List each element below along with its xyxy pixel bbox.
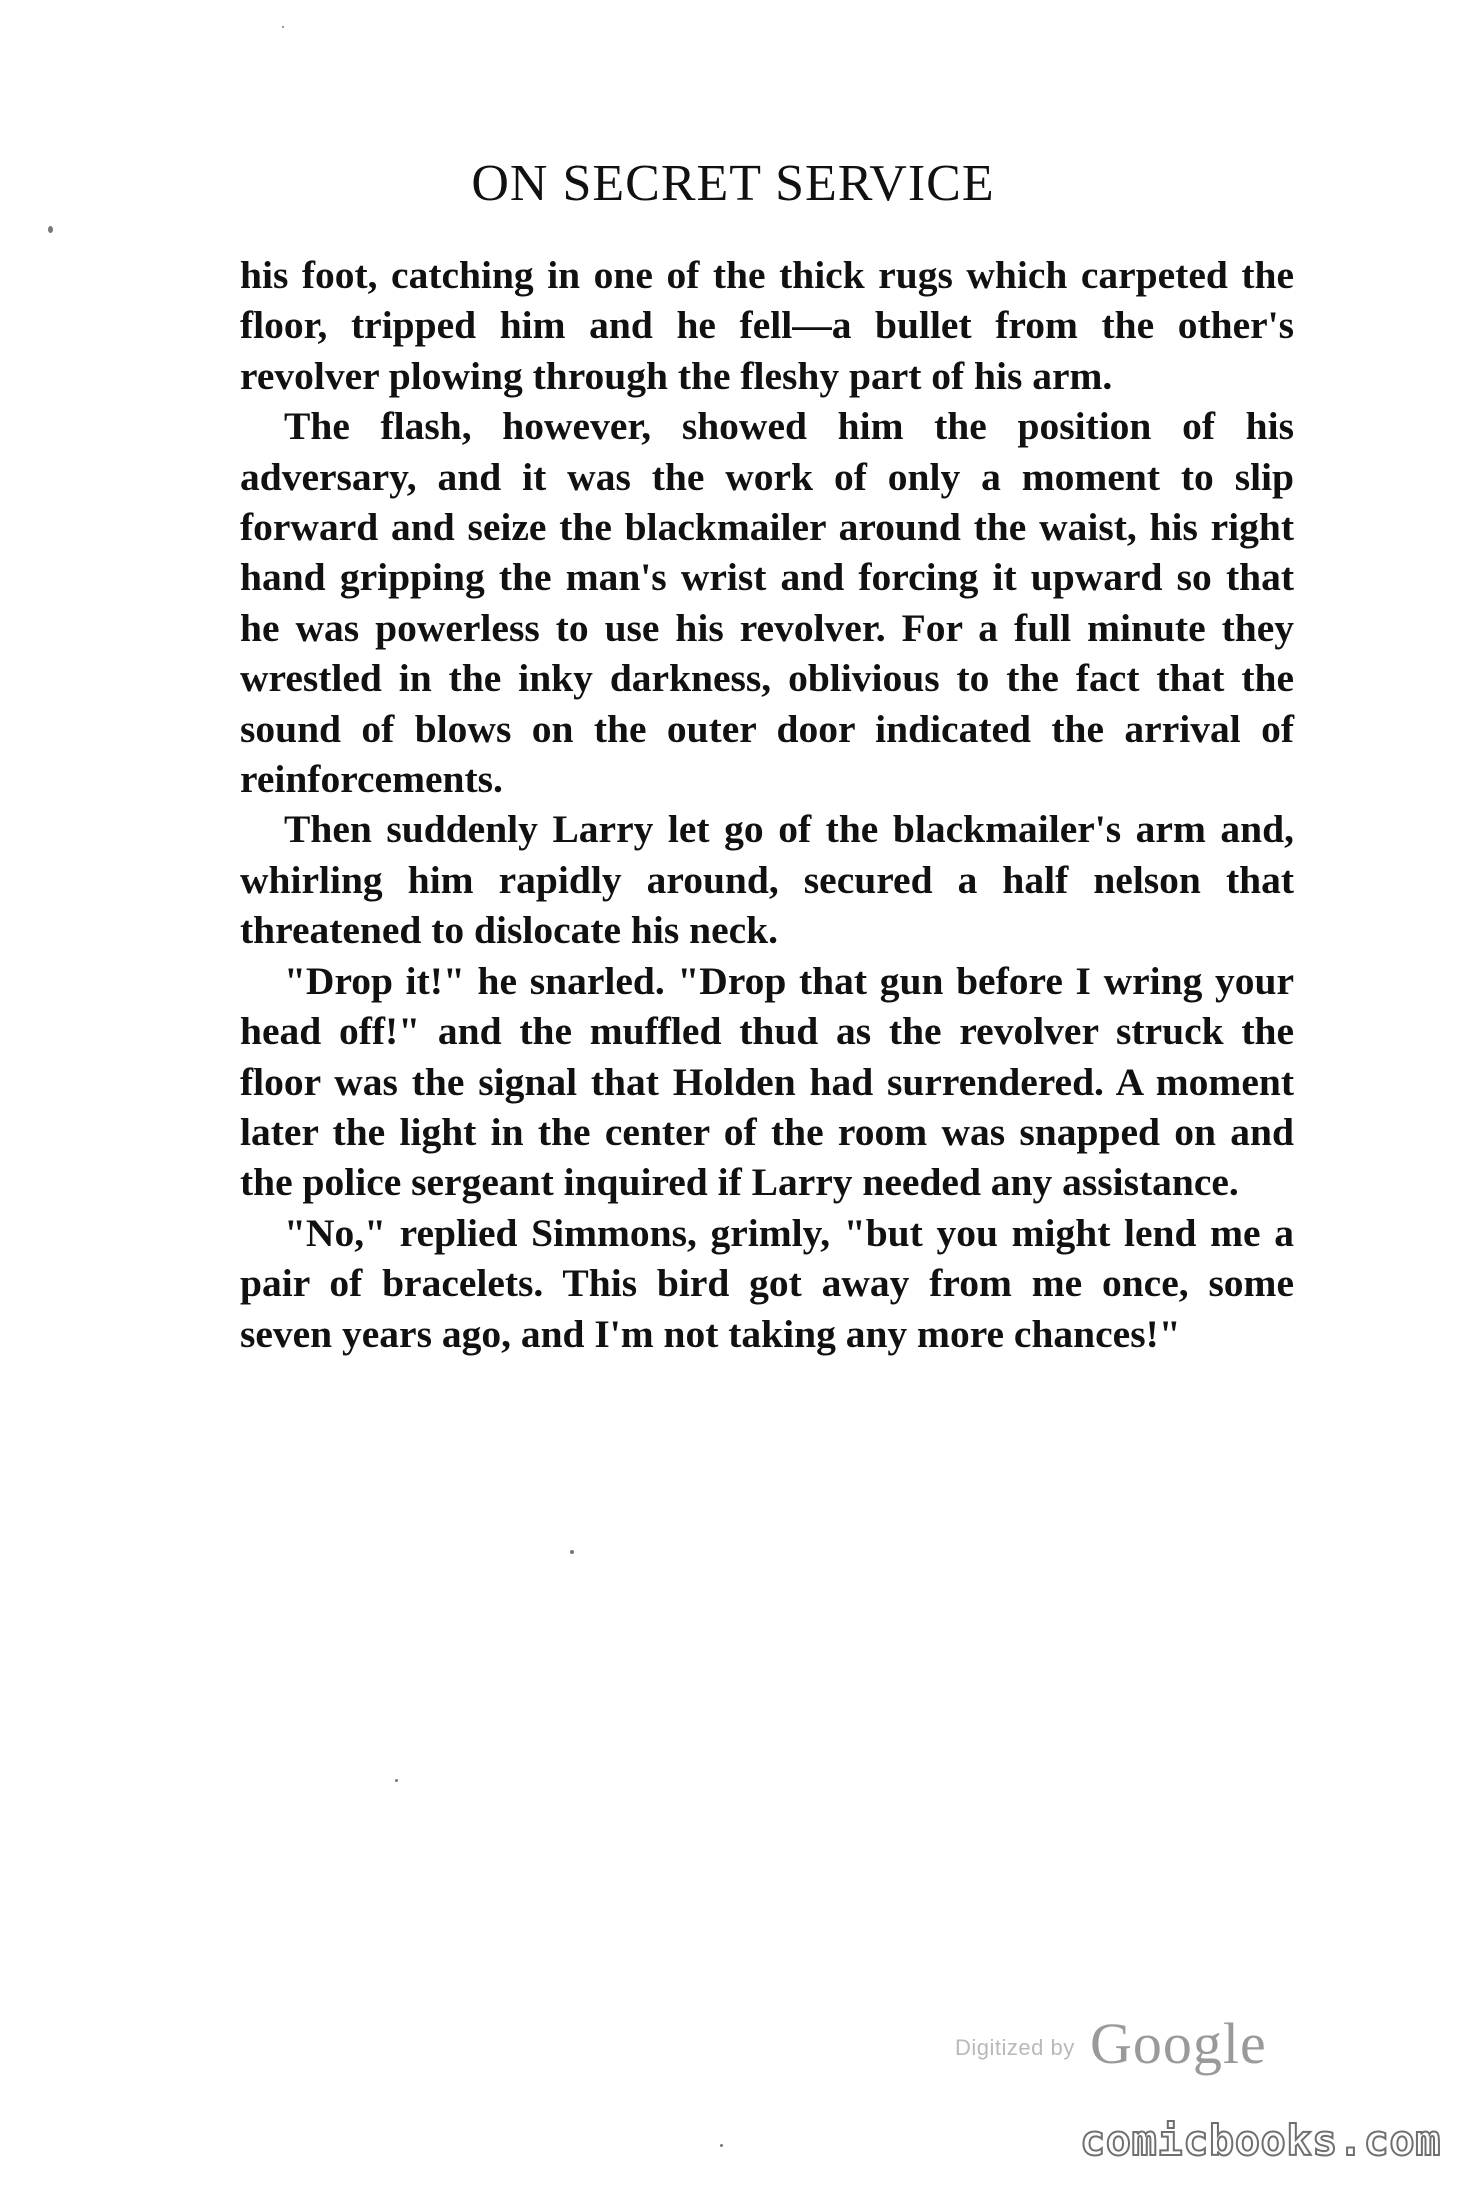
scan-speck: [48, 226, 53, 233]
paragraph: "Drop it!" he snarled. "Drop that gun before I wring your head off!" and the muffled thud as the revolver struck the floor was the signal that Holden had surrendered. A moment later the light in the center of the room was snapped on and the police sergeant inquired if Larry needed any assistance.: [240, 958, 1294, 1205]
paragraph: his foot, catching in one of the thick rugs which carpeted the floor, tripped him and he fell—a bullet from the other's revolver plowing through the fleshy part of his arm.: [240, 253, 1294, 398]
running-title: ON SECRET SERVICE: [471, 155, 995, 212]
paragraph: The flash, however, showed him the position of his adversary, and it was the work of only a moment to slip forward and seize the blackmailer around the waist, his right hand gripping the man's wrist and forcing it upward so that he was powerless to use his revolver. For a full minute they wrestled in the inky darkness, oblivious to the fact that the sound of blows on the outer door indicated the arrival of reinforcements.: [240, 404, 1294, 802]
scan-speck: [282, 26, 284, 28]
scan-speck: [570, 1550, 574, 1554]
paragraph: "No," replied Simmons, grimly, "but you might lend me a pair of bracelets. This bird got away from me once, some seven years ago, and I'm not taking any more chances!": [240, 1210, 1294, 1356]
scan-speck: [395, 1779, 398, 1782]
google-logo: Google: [1090, 2011, 1267, 2076]
site-watermark: comicbooks.com: [1080, 2116, 1442, 2165]
digitized-by-watermark: Digitized by: [955, 2035, 1075, 2060]
scan-speck: [720, 2144, 723, 2147]
paragraph: Then suddenly Larry let go of the blackmailer's arm and, whirling him rapidly around, secured a half nelson that threatened to dislocate his neck.: [240, 807, 1294, 953]
body-text: [240, 250, 1294, 1359]
